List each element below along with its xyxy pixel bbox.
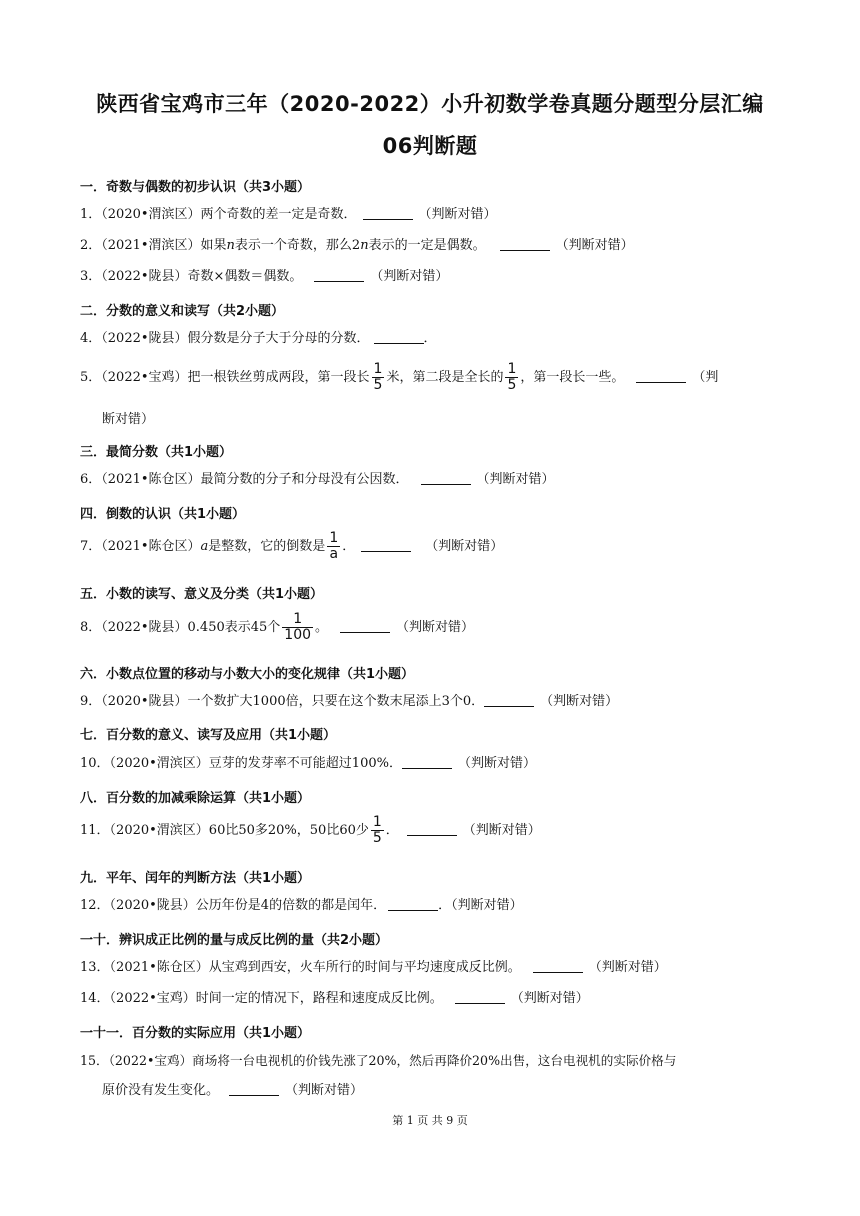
question-14 [80, 990, 589, 1008]
question-hint: ．（判断对错） [438, 898, 523, 913]
question-hint: （判断对错） [555, 238, 634, 253]
answer-blank[interactable] [407, 823, 457, 836]
question-15-continuation [80, 1082, 363, 1100]
question-text: 表示的一定是偶数。 [368, 238, 486, 253]
section-heading: 六．小数点位置的移动与小数大小的变化规律（共1小题） [80, 667, 415, 682]
answer-blank[interactable] [484, 694, 534, 707]
question-text: 7．（2021•陈仓区） [80, 539, 201, 554]
answer-blank[interactable] [229, 1083, 279, 1096]
section-heading: 一．奇数与偶数的初步认识（共3小题） [80, 180, 311, 195]
fraction-denominator: 5 [373, 377, 383, 393]
fraction-numerator: 1 [329, 530, 339, 546]
question-hint: （判 [692, 370, 719, 385]
fraction [371, 815, 384, 846]
fraction-denominator: a [329, 546, 339, 562]
fraction-denominator: 5 [507, 377, 517, 393]
answer-blank[interactable] [388, 898, 438, 911]
question-text: ，第一段长一些。 [520, 370, 625, 385]
answer-blank[interactable] [455, 991, 505, 1004]
fraction-numerator: 1 [282, 612, 313, 628]
fraction [505, 362, 518, 393]
question-text: ． [385, 823, 399, 838]
variable: n [226, 238, 235, 253]
question-5 [80, 362, 718, 393]
question-text: 14．（2022•宝鸡）时间一定的情况下，路程和速度成反比例。 [80, 991, 443, 1006]
question-6 [80, 471, 555, 489]
question-9 [80, 693, 618, 711]
section-heading: 八．百分数的加减乘除运算（共1小题） [80, 791, 311, 806]
question-5-continuation: 断对错） [102, 412, 155, 427]
question-hint: （判断对错） [370, 269, 449, 284]
answer-blank[interactable] [374, 331, 424, 344]
section-heading: 一十．辨识成正比例的量与成反比例的量（共2小题） [80, 933, 389, 948]
question-1 [80, 206, 497, 224]
answer-blank[interactable] [533, 960, 583, 973]
section-heading: 七．百分数的意义、读写及应用（共1小题） [80, 728, 337, 743]
section-heading: 五．小数的读写、意义及分类（共1小题） [80, 587, 324, 602]
fraction-numerator: 1 [373, 361, 383, 377]
variable: n [360, 238, 369, 253]
fraction [282, 612, 313, 643]
fraction-numerator: 1 [507, 361, 517, 377]
question-text: 2．（2021•渭滨区）如果 [80, 238, 227, 253]
variable: a [200, 539, 209, 554]
fraction-denominator: 5 [372, 830, 382, 846]
question-text: 13．（2021•陈仓区）从宝鸡到西安，火车所行的时间与平均速度成反比例。 [80, 960, 521, 975]
question-hint: （判断对错） [396, 620, 475, 635]
question-text: 。 [315, 620, 329, 635]
question-12 [80, 897, 523, 915]
answer-blank[interactable] [402, 756, 452, 769]
answer-blank[interactable] [636, 370, 686, 383]
section-heading: 九．平年、闰年的判断方法（共1小题） [80, 871, 311, 886]
answer-blank[interactable] [314, 269, 364, 282]
question-text: 1．（2020•渭滨区）两个奇数的差一定是奇数． [80, 207, 357, 222]
question-hint: （判断对错） [457, 756, 536, 771]
answer-blank[interactable] [421, 472, 471, 485]
question-text: 表示一个奇数，那么2 [234, 238, 361, 253]
question-7 [80, 531, 503, 562]
document-subtitle: 06判断题 [382, 134, 478, 158]
question-hint: （判断对错） [462, 823, 541, 838]
question-text: 3．（2022•陇县）奇数×偶数＝偶数。 [80, 269, 303, 284]
question-2 [80, 237, 634, 255]
fraction-numerator: 1 [372, 814, 382, 830]
question-11 [80, 815, 541, 846]
question-text: 8．（2022•陇县）0.450表示45个 [80, 620, 281, 635]
section-heading: 三．最简分数（共1小题） [80, 445, 233, 460]
document-title: 陕西省宝鸡市三年（2020-2022）小升初数学卷真题分题型分层汇编 [96, 92, 764, 116]
question-3 [80, 268, 448, 286]
answer-blank[interactable] [340, 620, 390, 633]
fraction-denominator: 100 [284, 627, 312, 643]
page-footer: 第 1 页 共 9 页 [392, 1114, 468, 1127]
question-text: 12．（2020•陇县）公历年份是4的倍数的都是闰年． [80, 898, 387, 913]
question-10 [80, 755, 536, 773]
question-hint: （判断对错） [588, 960, 667, 975]
question-4 [80, 330, 437, 348]
question-hint: （判断对错） [425, 539, 504, 554]
answer-blank[interactable] [363, 207, 413, 220]
question-text: 6．（2021•陈仓区）最简分数的分子和分母没有公因数． [80, 472, 409, 487]
question-hint: （判断对错） [476, 472, 555, 487]
question-text: 11．（2020•渭滨区）60比50多20%，50比60少 [80, 823, 369, 838]
question-hint: （判断对错） [285, 1083, 364, 1098]
answer-blank[interactable] [500, 238, 550, 251]
question-hint: （判断对错） [510, 991, 589, 1006]
answer-blank[interactable] [361, 539, 411, 552]
question-text: 9．（2020•陇县）一个数扩大1000倍，只要在这个数末尾添上3个0． [80, 694, 485, 709]
question-8 [80, 612, 474, 643]
question-text: 10．（2020•渭滨区）豆芽的发芽率不可能超过100%． [80, 756, 402, 771]
question-hint: （判断对错） [540, 694, 619, 709]
question-13 [80, 959, 667, 977]
question-text: ． [423, 331, 437, 346]
section-heading: 二．分数的意义和读写（共2小题） [80, 304, 285, 319]
question-text: 米，第二段是全长的 [386, 370, 504, 385]
question-text: ． [342, 539, 356, 554]
fraction [327, 531, 340, 562]
question-text: 原价没有发生变化。 [102, 1083, 220, 1098]
fraction [372, 362, 385, 393]
question-text: 4．（2022•陇县）假分数是分子大于分母的分数． [80, 331, 370, 346]
question-hint: （判断对错） [418, 207, 497, 222]
question-text: 是整数，它的倒数是 [208, 539, 326, 554]
section-heading: 四．倒数的认识（共1小题） [80, 507, 246, 522]
section-heading: 一十一．百分数的实际应用（共1小题） [80, 1026, 311, 1041]
question-text: 5．（2022•宝鸡）把一根铁丝剪成两段，第一段长 [80, 370, 370, 385]
question-15: 15．（2022•宝鸡）商场将一台电视机的价钱先涨了20%，然后再降价20%出售，这台电视机的实际价格与 [80, 1053, 677, 1068]
